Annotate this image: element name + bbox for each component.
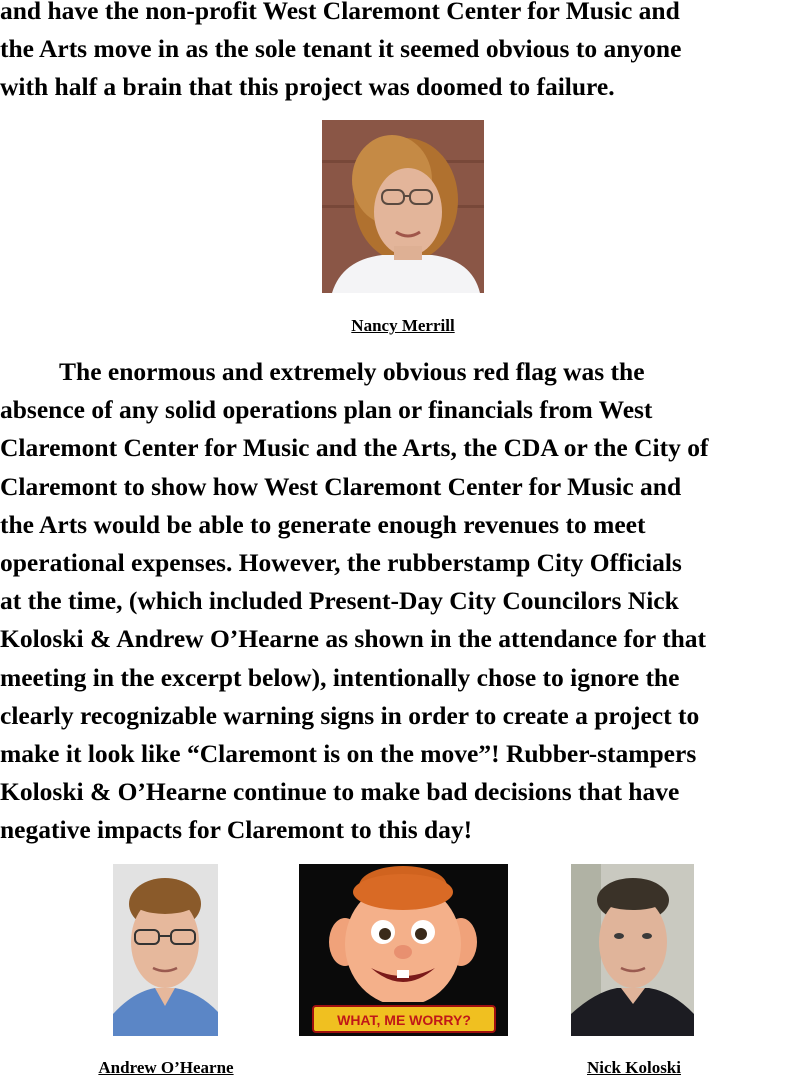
andrew-ohearne-photo — [113, 864, 218, 1036]
alfred-e-neuman-image — [299, 864, 508, 1036]
portrait-illustration — [571, 864, 694, 1036]
text-line: Claremont Center for Music and the Arts, the CDA or the City of — [0, 433, 709, 463]
andrew-ohearne-caption: Andrew O’Hearne — [98, 1058, 234, 1077]
text-line: meeting in the excerpt below), intentionally chose to ignore the — [0, 662, 680, 692]
portrait-illustration — [322, 120, 484, 293]
body-paragraph — [0, 353, 809, 849]
text-line: Claremont to show how West Claremont Center for Music and — [0, 471, 682, 501]
text-line: the Arts move in as the sole tenant it seemed obvious to anyone — [0, 34, 682, 64]
text-line: The enormous and extremely obvious red flag was the — [59, 357, 645, 386]
nancy-merrill-photo — [322, 120, 484, 293]
nancy-merrill-caption: Nancy Merrill — [351, 316, 455, 335]
text-line: absence of any solid operations plan or financials from West — [0, 395, 653, 425]
text-line: and have the non-profit West Claremont Center for Music and — [0, 0, 680, 25]
text-line: negative impacts for Claremont to this day! — [0, 815, 473, 845]
nick-koloski-photo — [571, 864, 694, 1036]
text-line: Koloski & Andrew O’Hearne as shown in the attendance for that — [0, 624, 706, 654]
cartoon-illustration — [299, 864, 508, 1036]
nick-koloski-caption: Nick Koloski — [587, 1058, 681, 1077]
text-line: with half a brain that this project was doomed to failure. — [0, 72, 615, 102]
intro-paragraph — [0, 0, 809, 107]
text-line: at the time, (which included Present-Day City Councilors Nick — [0, 586, 679, 616]
mad-banner-text: WHAT, ME WORRY? — [337, 1012, 471, 1028]
text-line: clearly recognizable warning signs in order to create a project to — [0, 700, 700, 730]
portrait-illustration — [113, 864, 218, 1036]
text-line: operational expenses. However, the rubberstamp City Officials — [0, 547, 682, 577]
text-line: Koloski & O’Hearne continue to make bad decisions that have — [0, 777, 680, 807]
text-line: the Arts would be able to generate enough revenues to meet — [0, 509, 646, 539]
text-line: make it look like “Claremont is on the move”! Rubber-stampers — [0, 738, 697, 768]
